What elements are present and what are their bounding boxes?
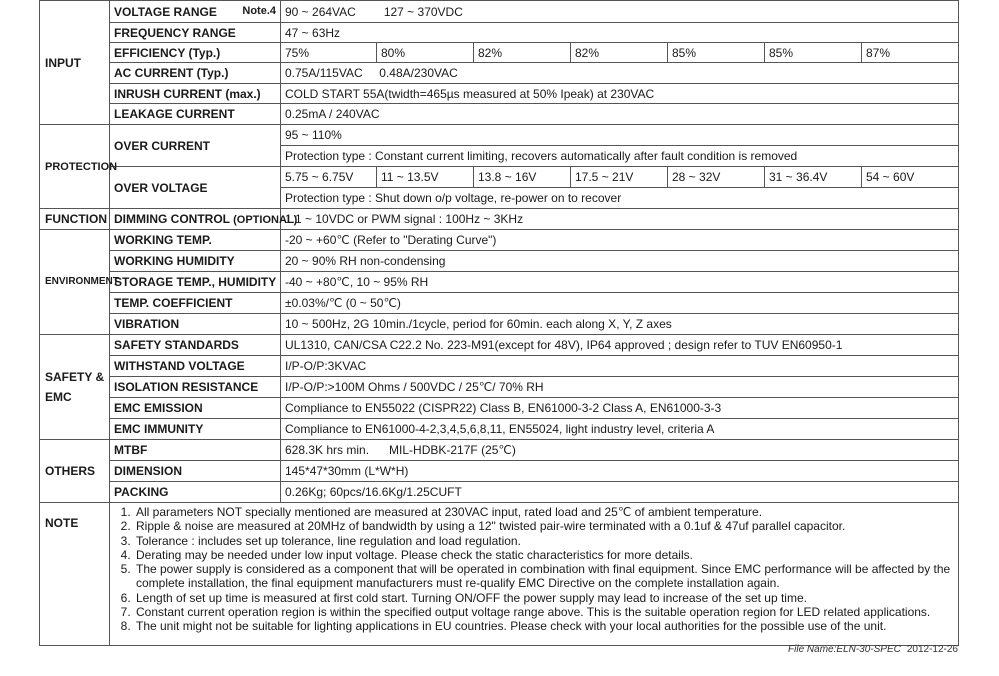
value-safety: Compliance to EN55022 (CISPR22) Class B, EN61000-3-2 Class A, EN61000-3-3 [281,398,959,419]
row-packing [40,482,959,503]
row-storage-temp [40,272,959,293]
label-safety: EMC IMMUNITY [110,419,281,440]
efficiency-cell: 82% [474,43,571,63]
label-over-current: OVER CURRENT [110,125,281,167]
label-inrush-current: INRUSH CURRENT (max.) [110,84,281,104]
value-env: 10 ~ 500Hz, 2G 10min./1cycle, period for 60min. each along X, Y, Z axes [281,314,959,335]
label-frequency-range: FREQUENCY RANGE [110,23,281,43]
row-dimension [40,461,959,482]
label-env: VIBRATION [110,314,281,335]
label-voltage-range: VOLTAGE RANGE Note.4 [110,1,281,23]
over-voltage-cell: 11 ~ 13.5V [377,167,474,188]
value-safety: I/P-O/P:>100M Ohms / 500VDC / 25℃/ 70% RH [281,377,959,398]
value-over-current-type: Protection type : Constant current limiting, recovers automatically after fault condition is removed [281,146,959,167]
label-env: TEMP. COEFFICIENT [110,293,281,314]
row-working-temp [40,230,959,251]
row-emc-immunity [40,419,959,440]
row-vibration [40,314,959,335]
category-safety-emc: SAFETY & EMC [40,335,110,440]
label-efficiency: EFFICIENCY (Typ.) [110,43,281,63]
value-safety: I/P-O/P:3KVAC [281,356,959,377]
label-others: MTBF [110,440,281,461]
note-item: 4. Derating may be needed under low input voltage. Please check the static characteristics for more details. [134,548,954,562]
value-safety: UL1310, CAN/CSA C22.2 No. 223-M91(except for 48V), IP64 approved ; design refer to TUV EN60950-1 [281,335,959,356]
over-voltage-cell: 28 ~ 32V [668,167,765,188]
row-frequency-range [40,23,959,43]
row-leakage-current [40,104,959,125]
row-ac-current [40,63,959,84]
row-safety-standards [40,335,959,356]
row-temp-coefficient [40,293,959,314]
row-voltage-range [40,1,959,23]
note-item: 8. The unit might not be suitable for lighting applications in EU countries. Please check with your local authorities for the possible use of the unit. [134,619,954,633]
category-others: OTHERS [40,440,110,503]
label-safety: SAFETY STANDARDS [110,335,281,356]
label-others: PACKING [110,482,281,503]
row-over-voltage [40,167,959,188]
value-safety: Compliance to EN61000-4-2,3,4,5,6,8,11, EN55024, light industry level, criteria A [281,419,959,440]
row-inrush-current [40,84,959,104]
note-item: 7. Constant current operation region is within the specified output voltage range above. This is the suitable operation region for LED related applications. [134,605,954,619]
efficiency-cell: 82% [571,43,668,63]
value-env: -40 ~ +80℃, 10 ~ 95% RH [281,272,959,293]
efficiency-cell: 80% [377,43,474,63]
value-env: -20 ~ +60℃ (Refer to "Derating Curve") [281,230,959,251]
row-emc-emission [40,398,959,419]
value-leakage-current: 0.25mA / 240VAC [281,104,959,125]
value-over-voltage-type: Protection type : Shut down o/p voltage, re-power on to recover [281,188,959,209]
label-safety: EMC EMISSION [110,398,281,419]
value-frequency-range: 47 ~ 63Hz [281,23,959,43]
spec-table [39,0,959,646]
value-others: 0.26Kg; 60pcs/16.6Kg/1.25CUFT [281,482,959,503]
file-name: File Name:ELN-30-SPEC [788,644,901,655]
row-over-current [40,125,959,146]
label-env: STORAGE TEMP., HUMIDITY [110,272,281,293]
row-efficiency [40,43,959,63]
value-others: 145*47*30mm (L*W*H) [281,461,959,482]
label-ac-current: AC CURRENT (Typ.) [110,63,281,84]
row-working-humidity [40,251,959,272]
row-mtbf [40,440,959,461]
value-others: 628.3K hrs min. MIL-HDBK-217F (25℃) [281,440,959,461]
value-dimming: 1.1 ~ 10VDC or PWM signal : 100Hz ~ 3KHz [281,209,959,230]
label-others: DIMENSION [110,461,281,482]
category-note: NOTE [40,503,110,646]
category-protection: PROTECTION [40,125,110,209]
note-item: 3. Tolerance : includes set up tolerance, line regulation and load regulation. [134,534,954,548]
value-ac-current: 0.75A/115VAC 0.48A/230VAC [281,63,959,84]
label-safety: ISOLATION RESISTANCE [110,377,281,398]
over-voltage-cell: 54 ~ 60V [862,167,959,188]
row-dimming [40,209,959,230]
category-function: FUNCTION [40,209,110,230]
label-env: WORKING HUMIDITY [110,251,281,272]
category-input: INPUT [40,1,110,125]
file-date: 2012-12-26 [906,644,958,655]
category-environment: ENVIRONMENT [40,230,110,335]
over-voltage-cell: 31 ~ 36.4V [765,167,862,188]
over-voltage-cell: 5.75 ~ 6.75V [281,167,377,188]
value-env: 20 ~ 90% RH non-condensing [281,251,959,272]
efficiency-cell: 85% [668,43,765,63]
label-dimming: DIMMING CONTROL (OPTIONAL) [110,209,281,230]
value-over-current-range: 95 ~ 110% [281,125,959,146]
note-item: 6. Length of set up time is measured at first cold start. Turning ON/OFF the power supply may lead to increase of the set up time. [134,591,954,605]
efficiency-cell: 85% [765,43,862,63]
label-over-voltage: OVER VOLTAGE [110,167,281,209]
label-leakage-current: LEAKAGE CURRENT [110,104,281,125]
note-item: 1. All parameters NOT specially mentioned are measured at 230VAC input, rated load and 25℃ of ambient temperature. [134,505,954,519]
over-voltage-cell: 13.8 ~ 16V [474,167,571,188]
label-env: WORKING TEMP. [110,230,281,251]
value-inrush-current: COLD START 55A(twidth=465µs measured at 50% Ipeak) at 230VAC [281,84,959,104]
note-item: 5. The power supply is considered as a component that will be operated in combination with final equipment. Since EMC performance will be affected by the complete installation, the final equipment manufacturers must re-qualify EMC Directive on the complete installation again. [134,562,954,591]
note-ref: Note.4 [242,4,276,17]
efficiency-cell: 87% [862,43,959,63]
efficiency-cell: 75% [281,43,377,63]
file-footer [788,644,958,655]
row-isolation-resistance [40,377,959,398]
notes-cell [110,503,959,646]
over-voltage-cell: 17.5 ~ 21V [571,167,668,188]
label-safety: WITHSTAND VOLTAGE [110,356,281,377]
row-notes [40,503,959,646]
note-item: 2. Ripple & noise are measured at 20MHz of bandwidth by using a 12" twisted pair-wire terminated with a 0.1uf & 47uf parallel capacitor. [134,519,954,533]
value-env: ±0.03%/℃ (0 ~ 50℃) [281,293,959,314]
notes-list [114,505,954,634]
row-withstand-voltage [40,356,959,377]
value-voltage-range: 90 ~ 264VAC 127 ~ 370VDC [281,1,959,23]
